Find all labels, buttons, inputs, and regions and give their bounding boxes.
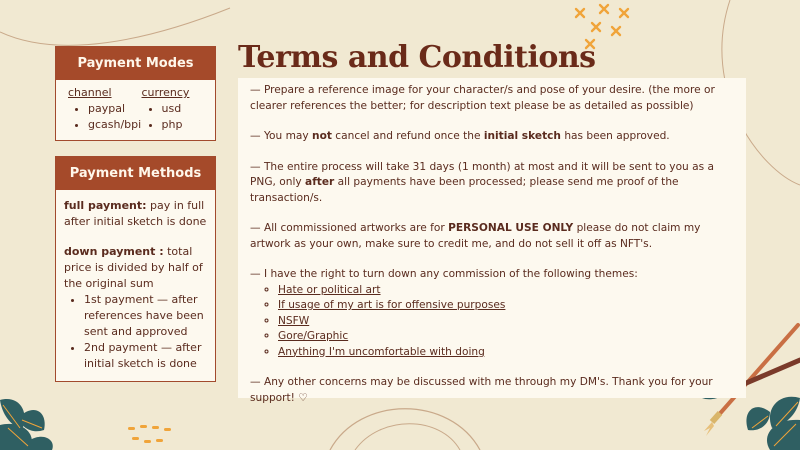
payment-step-1: • 1st payment — after references have been sent and approved <box>84 292 209 340</box>
down-payment-text <box>64 244 209 292</box>
down-payment-label: down payment : <box>64 245 164 258</box>
decor-curve-top-left <box>0 8 230 45</box>
term-refund <box>250 129 734 145</box>
payment-methods-title: Payment Methods <box>56 157 215 190</box>
term-contact: — Any other concerns may be discussed with me through my DM's. Thank you for your support! ♡ <box>250 376 713 404</box>
term-timeline-part: — The entire process will take 31 days (1 month) at most and it will be sent to you as a PNG, only <box>250 160 715 188</box>
term-timeline <box>250 160 734 207</box>
decor-curve-bottom <box>330 409 480 450</box>
term-refund-part: cancel and refund once the <box>331 130 484 142</box>
page-title: Terms and Conditions <box>238 40 596 75</box>
term-refusal: — I have the right to turn down any commission of the following themes: <box>250 268 638 280</box>
down-payment-description: total price is divided by half of the original sum <box>64 245 203 290</box>
full-payment-label: full payment: <box>64 199 147 212</box>
channel-item-gcash: • gcash/bpi <box>88 117 142 133</box>
leaf-right-icon <box>746 397 800 450</box>
theme-item <box>278 329 734 345</box>
term-refund-not: not <box>312 130 332 142</box>
term-usage <box>250 221 734 252</box>
full-payment-description: pay in full after initial sketch is done <box>64 199 207 228</box>
theme-link-nsfw[interactable]: NSFW <box>278 314 310 327</box>
theme-item <box>278 314 734 330</box>
channel-header: channel <box>68 86 112 99</box>
theme-link-uncomfortable[interactable]: Anything I'm uncomfortable with doing <box>278 345 485 358</box>
channel-column <box>68 86 142 133</box>
payment-steps-list <box>64 292 209 372</box>
theme-link-hate[interactable]: Hate or political art <box>278 283 381 296</box>
term-refund-initial-sketch: initial sketch <box>483 130 561 142</box>
term-refund-part: has been approved. <box>560 130 670 142</box>
theme-item <box>278 283 734 299</box>
currency-column <box>142 86 216 133</box>
term-usage-personal-use: PERSONAL USE ONLY <box>448 222 574 234</box>
terms-panel <box>238 78 746 404</box>
term-usage-part: — All commissioned artworks are for <box>250 222 449 234</box>
payment-modes-title: Payment Modes <box>56 47 215 80</box>
refused-themes-list <box>250 283 734 361</box>
channel-item-paypal: • paypal <box>88 101 142 117</box>
term-refund-part: — You may <box>250 130 313 142</box>
theme-item <box>278 298 734 314</box>
payment-methods-card <box>55 156 216 382</box>
payment-step-2: • 2nd payment — after initial sketch is done <box>84 340 209 372</box>
currency-item-php: • php <box>162 117 216 133</box>
term-timeline-part: all payments have been processed; please send me proof of the transaction/s. <box>250 176 679 204</box>
decor-curve-bottom-inner <box>355 424 460 450</box>
dash-marks-decoration <box>128 425 171 443</box>
full-payment-text <box>64 198 209 230</box>
currency-item-usd: • usd <box>162 101 216 117</box>
theme-link-gore[interactable]: Gore/Graphic <box>278 330 349 342</box>
payment-modes-card <box>55 46 216 141</box>
term-timeline-after: after <box>305 176 335 188</box>
currency-header: currency <box>141 86 190 99</box>
term-usage-part: please do not claim my artwork as your own, make sure to credit me, and do not sell it off as NFT's. <box>250 222 701 250</box>
term-references: — Prepare a reference image for your character/s and pose of your desire. (the more or clearer references the better; for description text please be as detailed as possible) <box>250 84 715 112</box>
theme-item <box>278 345 734 361</box>
leaf-left-icon <box>0 399 53 450</box>
theme-link-offensive[interactable]: If usage of my art is for offensive purposes <box>278 299 506 311</box>
